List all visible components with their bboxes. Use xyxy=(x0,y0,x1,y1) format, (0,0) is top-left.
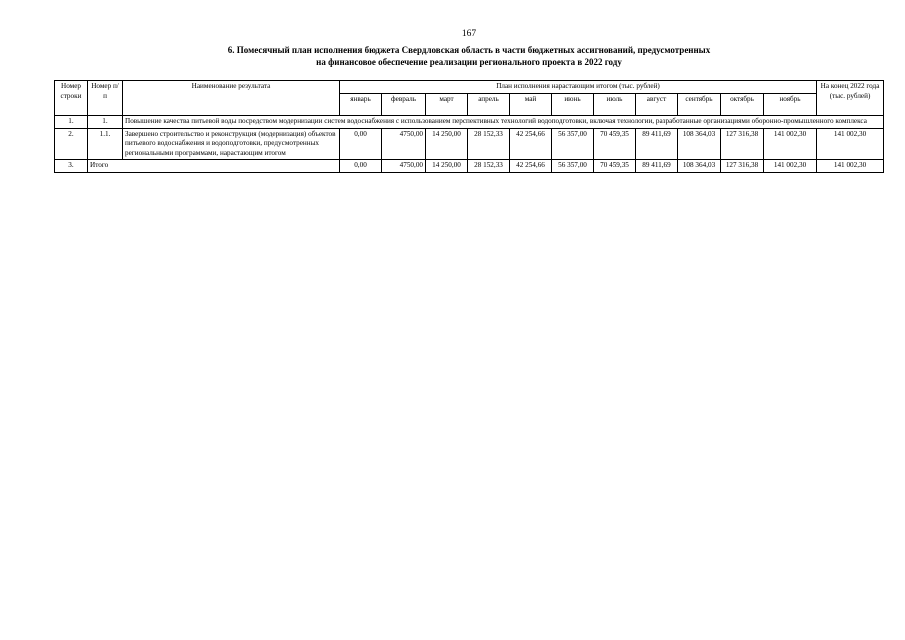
page-number: 167 xyxy=(461,29,477,39)
row-number: 3. xyxy=(55,160,88,173)
month-value: 70 459,35 xyxy=(594,160,636,173)
year-end-value: 141 002,30 xyxy=(817,128,884,160)
month-value: 56 357,00 xyxy=(552,160,594,173)
table-row-total xyxy=(55,160,884,173)
month-value: 0,00 xyxy=(340,160,382,173)
table-row xyxy=(55,128,884,160)
item-number: 1. xyxy=(88,116,123,129)
month-value: 89 411,69 xyxy=(636,160,678,173)
header-row-1 xyxy=(55,81,884,94)
month-value: 42 254,66 xyxy=(510,128,552,160)
month-value: 4750,00 xyxy=(382,160,426,173)
month-value: 141 002,30 xyxy=(764,160,817,173)
header-year-end: На конец 2022 года (тыс. рублей) xyxy=(817,81,884,116)
month-value: 127 316,38 xyxy=(721,160,764,173)
month-value: 108 364,03 xyxy=(678,128,721,160)
item-number: 1.1. xyxy=(88,128,123,160)
header-month: июнь xyxy=(552,94,594,116)
title-line-2: на финансовое обеспечение реализации регионального проекта в 2022 году xyxy=(316,57,622,67)
month-value: 28 152,33 xyxy=(468,128,510,160)
month-value: 14 250,00 xyxy=(426,160,468,173)
row-number: 2. xyxy=(55,128,88,160)
header-result-name: Наименование результата xyxy=(123,81,340,116)
header-month: апрель xyxy=(468,94,510,116)
header-month: ноябрь xyxy=(764,94,817,116)
header-month: февраль xyxy=(382,94,426,116)
month-value: 108 364,03 xyxy=(678,160,721,173)
month-value: 127 316,38 xyxy=(721,128,764,160)
header-month: май xyxy=(510,94,552,116)
title-line-1: 6. Помесячный план исполнения бюджета Свердловская область в части бюджетных ассигнований, предусмотренных xyxy=(227,45,711,55)
header-month: июль xyxy=(594,94,636,116)
header-item-number: Номер п/п xyxy=(88,81,123,116)
document-title xyxy=(0,44,905,68)
header-month: март xyxy=(426,94,468,116)
month-value: 56 357,00 xyxy=(552,128,594,160)
table-row xyxy=(55,116,884,129)
row-number: 1. xyxy=(55,116,88,129)
month-value: 4750,00 xyxy=(382,128,426,160)
month-value: 0,00 xyxy=(340,128,382,160)
result-name: Завершено строительство и реконструкция (модернизация) объектов питьевого водоснабжения и водоподготовки, предусмотренных региональными программами, нарастающим итогом xyxy=(123,128,340,160)
header-row-number: Номер строки xyxy=(55,81,88,116)
month-value: 70 459,35 xyxy=(594,128,636,160)
total-label: Итого xyxy=(88,160,340,173)
budget-plan-table xyxy=(54,80,884,173)
header-plan: План исполнения нарастающим итогом (тыс. рублей) xyxy=(340,81,817,94)
month-value: 28 152,33 xyxy=(468,160,510,173)
result-name: Повышение качества питьевой воды посредством модернизации систем водоснабжения с использованием перспективных технологий водоподготовки, включая технологии, разработанные организациями оборонно-промышленного комплекса xyxy=(123,116,884,129)
month-value: 141 002,30 xyxy=(764,128,817,160)
header-month: август xyxy=(636,94,678,116)
year-end-value: 141 002,30 xyxy=(817,160,884,173)
month-value: 89 411,69 xyxy=(636,128,678,160)
month-value: 42 254,66 xyxy=(510,160,552,173)
header-month: сентябрь xyxy=(678,94,721,116)
header-month: октябрь xyxy=(721,94,764,116)
month-value: 14 250,00 xyxy=(426,128,468,160)
header-month: январь xyxy=(340,94,382,116)
